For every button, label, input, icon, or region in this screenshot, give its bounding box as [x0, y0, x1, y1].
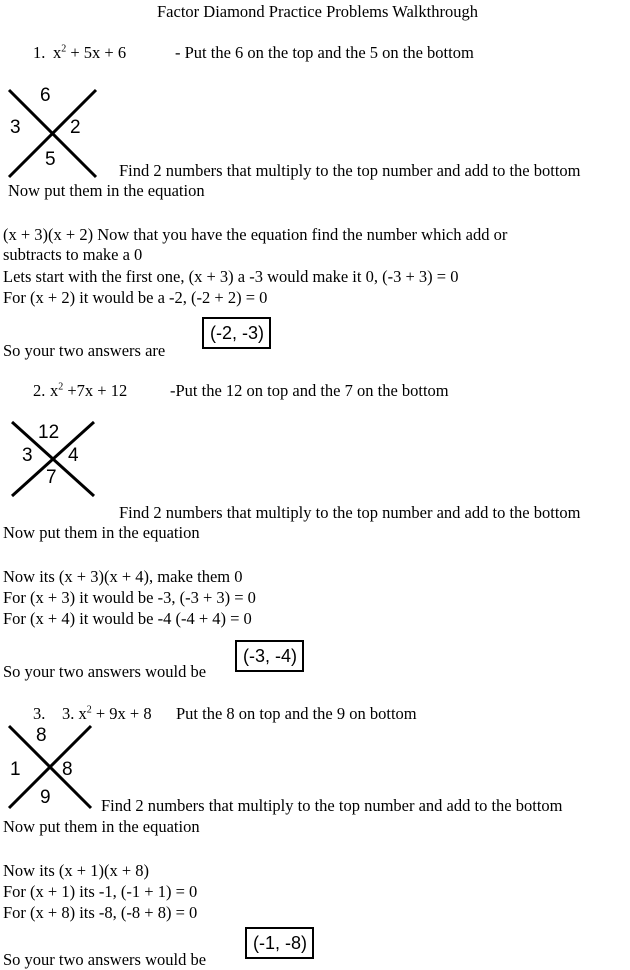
problem-2-number: 2.: [33, 381, 46, 400]
page-title: Factor Diamond Practice Problems Walkthrough: [157, 2, 478, 21]
problem-3-line-2: For (x + 1) its -1, (-1 + 1) = 0: [3, 882, 198, 901]
problem-3-diamond-bottom: 9: [40, 787, 51, 808]
problem-2-answer-label: So your two answers would be: [3, 662, 207, 681]
problem-1-expression: [53, 44, 126, 62]
problem-1-put-text: Now put them in the equation: [8, 181, 205, 200]
problem-3-line-3: For (x + 8) its -8, (-8 + 8) = 0: [3, 903, 198, 922]
problem-3-diamond-top: 8: [36, 725, 47, 746]
problem-2-instruction: -Put the 12 on top and the 7 on the bottom: [170, 381, 449, 400]
problem-1-diamond-bottom: 5: [45, 149, 56, 170]
problem-1-diamond-top: 6: [40, 85, 51, 106]
problem-3-answer-box: (-1, -8): [245, 927, 314, 959]
problem-2-find-text: Find 2 numbers that multiply to the top number and add to the bottom: [119, 503, 581, 522]
problem-2-line-1: Now its (x + 3)(x + 4), make them 0: [3, 567, 243, 586]
problem-3-answer-label: So your two answers would be: [3, 950, 207, 969]
problem-1-diamond-right: 2: [70, 117, 81, 138]
expr-exponent: 2: [61, 43, 67, 55]
problem-1-line-2: subtracts to make a 0: [3, 245, 143, 264]
problem-3-instruction: Put the 8 on top and the 9 on bottom: [176, 704, 417, 723]
problem-2-answer-box: (-3, -4): [235, 640, 304, 672]
problem-1-find-text: Find 2 numbers that multiply to the top number and add to the bottom: [119, 161, 581, 180]
expr-number-repeat: 3.: [62, 704, 75, 723]
problem-3-expression: [62, 705, 152, 723]
problem-3-find-text: Find 2 numbers that multiply to the top number and add to the bottom: [101, 796, 563, 815]
expr-exponent: 2: [58, 381, 64, 393]
expr-rest: + 9x + 8: [91, 704, 152, 723]
problem-2-expression: [50, 382, 127, 400]
problem-2-diamond-left: 3: [22, 445, 33, 466]
problem-2-line-2: For (x + 3) it would be -3, (-3 + 3) = 0: [3, 588, 256, 607]
expr-base: x: [53, 43, 62, 62]
problem-1-line-1: (x + 3)(x + 2) Now that you have the equation find the number which add or: [3, 225, 508, 244]
problem-1-line-4: For (x + 2) it would be a -2, (-2 + 2) = 0: [3, 288, 268, 307]
problem-3-line-1: Now its (x + 1)(x + 8): [3, 861, 150, 880]
problem-2-put-text: Now put them in the equation: [3, 523, 200, 542]
problem-1-diamond-left: 3: [10, 117, 21, 138]
problem-3-diamond-left: 1: [10, 759, 21, 780]
problem-2-diamond-right: 4: [68, 445, 79, 466]
expr-rest: +7x + 12: [63, 381, 128, 400]
problem-3-put-text: Now put them in the equation: [3, 817, 200, 836]
problem-1-answer-label: So your two answers are: [3, 341, 166, 360]
problem-1-instruction: - Put the 6 on the top and the 5 on the bottom: [175, 43, 474, 62]
problem-2-line-3: For (x + 4) it would be -4 (-4 + 4) = 0: [3, 609, 252, 628]
problem-1-number: 1.: [33, 43, 46, 62]
expr-rest: + 5x + 6: [66, 43, 127, 62]
expr-base: x: [78, 704, 87, 723]
problem-3-diamond-right: 8: [62, 759, 73, 780]
problem-2-diamond-bottom: 7: [46, 467, 57, 488]
problem-1-answer-box: (-2, -3): [202, 317, 271, 349]
expr-exponent: 2: [86, 704, 92, 716]
problem-1-line-3: Lets start with the first one, (x + 3) a -3 would make it 0, (-3 + 3) = 0: [3, 267, 459, 286]
expr-base: x: [50, 381, 59, 400]
problem-3-number: 3.: [33, 704, 46, 723]
problem-2-diamond-top: 12: [38, 422, 60, 443]
